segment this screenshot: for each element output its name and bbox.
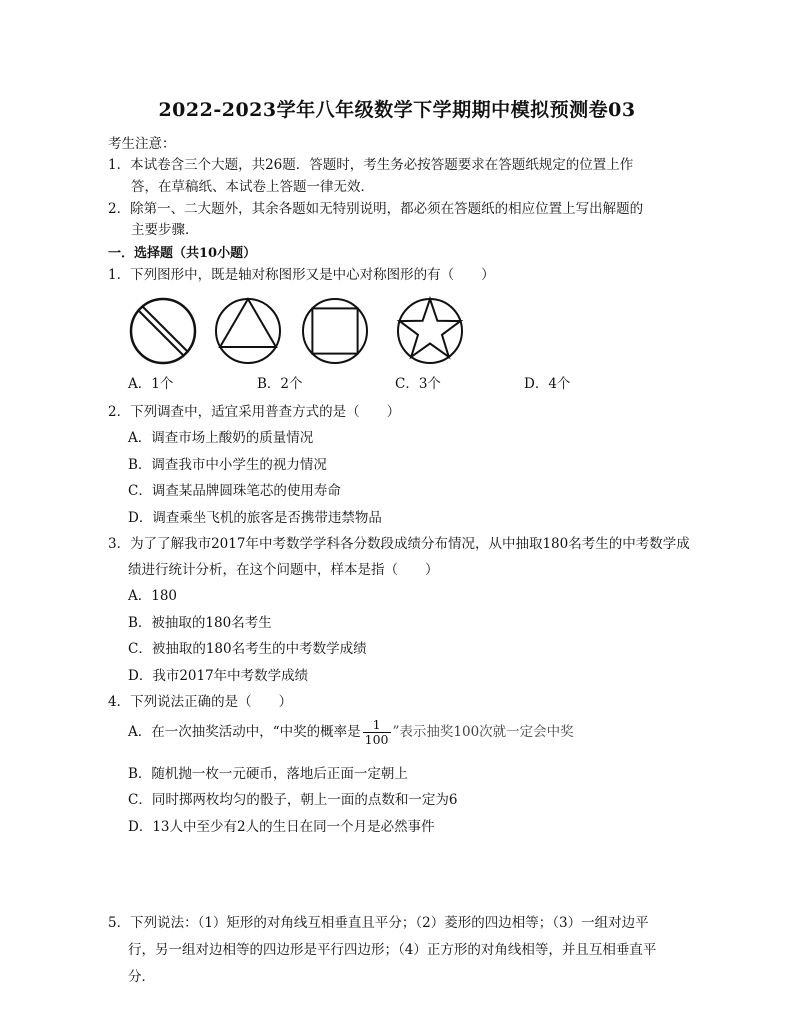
circle-with-diagonal-bars-icon	[128, 296, 198, 366]
question-2-option-c: C．调查某品牌圆珠笔芯的使用寿命	[128, 483, 341, 499]
question-5-line-3: 分．	[128, 969, 155, 985]
probability-fraction	[363, 718, 391, 747]
question-3-option-a: A．180	[128, 588, 178, 604]
question-2-option-a: A．调查市场上酸奶的质量情况	[128, 430, 314, 446]
question-3-option-d: D．我市2017年中考数学成绩	[128, 668, 309, 684]
question-4-option-b: B．随机抛一枚一元硬币，落地后正面一定朝上	[128, 766, 408, 782]
question-1-option-a: A．1个	[128, 376, 174, 392]
fraction-denominator: 100	[364, 732, 389, 747]
question-2-stem: 2．下列调查中，适宜采用普查方式的是（ ）	[108, 404, 401, 420]
question-5-line-2: 行，另一组对边相等的四边形是平行四边形；（4）正方形的对角线相等，并且互相垂直平	[128, 942, 657, 958]
question-4-stem: 4．下列说法正确的是（ ）	[108, 694, 293, 710]
circle-with-triangle-icon	[213, 296, 283, 366]
question-1-option-c: C．3个	[395, 376, 441, 392]
question-3-stem-line-1: 3．为了了解我市2017年中考数学学科各分数段成绩分布情况，从中抽取180名考生的中考数学成	[108, 536, 690, 552]
notice-heading: 考生注意：	[108, 136, 176, 152]
question-2-option-b: B．调查我市中小学生的视力情况	[128, 457, 327, 473]
question-5-line-1: 5．下列说法：（1）矩形的对角线互相垂直且平分；（2）菱形的四边相等；（3）一组对边平	[108, 915, 649, 931]
notice-item-2-line-2: 主要步骤．	[131, 222, 199, 238]
question-4-option-a-suffix: ”表示抽奖100次就一定会中奖	[392, 724, 574, 740]
question-3-option-b: B．被抽取的180名考生	[128, 615, 272, 631]
notice-item-1-line-2: 答，在草稿纸、本试卷上答题一律无效．	[131, 179, 374, 195]
question-4-option-a	[128, 718, 574, 747]
question-4-option-d: D．13人中至少有2人的生日在同一个月是必然事件	[128, 819, 435, 835]
question-1-option-b: B．2个	[257, 376, 303, 392]
circle-with-square-icon	[300, 296, 370, 366]
question-4-option-c: C．同时掷两枚均匀的骰子，朝上一面的点数和一定为6	[128, 792, 458, 808]
question-1-stem: 1．下列图形中，既是轴对称图形又是中心对称图形的有（ ）	[108, 267, 495, 283]
question-3-option-c: C．被抽取的180名考生的中考数学成绩	[128, 641, 367, 657]
question-4-option-a-prefix: A．在一次抽奖活动中，“中奖的概率是	[128, 724, 361, 740]
circle-with-star-icon	[395, 296, 465, 366]
question-1-option-d: D．4个	[524, 376, 571, 392]
page-title: 2022-2023学年八年级数学下学期期中模拟预测卷03	[158, 99, 636, 121]
fraction-numerator: 1	[363, 718, 391, 733]
section-heading-choice: 一．选择题（共10小题）	[108, 246, 257, 261]
notice-item-1-line-1: 1．本试卷含三个大题，共26题．答题时，考生务必按答题要求在答题纸规定的位置上作	[108, 157, 634, 173]
notice-item-2-line-1: 2．除第一、二大题外，其余各题如无特别说明，都必须在答题纸的相应位置上写出解题的	[108, 201, 644, 217]
question-2-option-d: D．调查乘坐飞机的旅客是否携带违禁物品	[128, 510, 382, 526]
question-3-stem-line-2: 绩进行统计分析，在这个问题中，样本是指（ ）	[128, 562, 439, 578]
